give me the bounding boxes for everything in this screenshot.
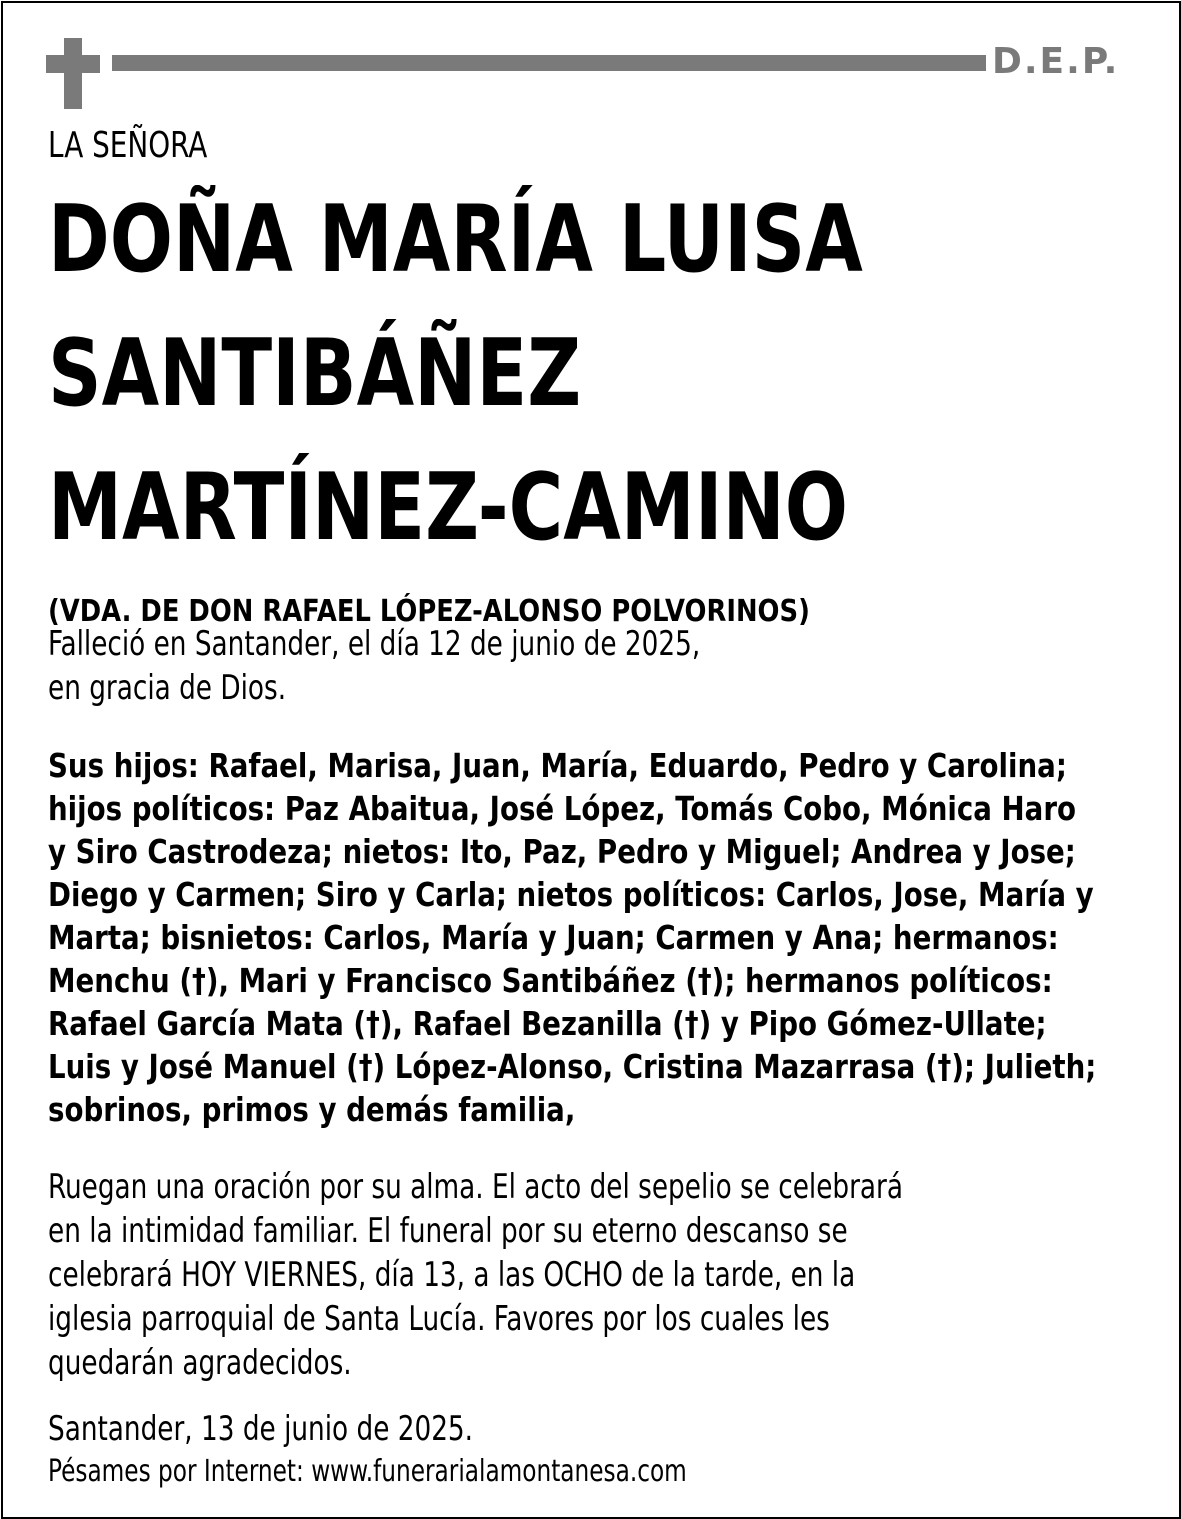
family-line: Luis y José Manuel (†) López-Alonso, Cristina Mazarrasa (†); Julieth;	[48, 1047, 1097, 1086]
request-line: celebrará HOY VIERNES, día 13, a las OCHO de la tarde, en la	[48, 1255, 856, 1295]
deceased-name-line-1: DOÑA MARÍA LUISA	[48, 185, 863, 293]
family-line: hijos políticos: Paz Abaitua, José López, Tomás Cobo, Mónica Haro	[48, 789, 1076, 828]
death-line: en gracia de Dios.	[48, 668, 287, 708]
family-line: Sus hijos: Rafael, Marisa, Juan, María, Eduardo, Pedro y Carolina;	[48, 746, 1067, 785]
title-label: LA SEÑORA	[48, 125, 208, 166]
dep-label: D.E.P.	[992, 41, 1120, 82]
family-line: y Siro Castrodeza; nietos: Ito, Paz, Pedro y Miguel; Andrea y Jose;	[48, 832, 1076, 871]
deceased-name-line-3: MARTÍNEZ-CAMINO	[48, 453, 849, 561]
widow-line: (VDA. DE DON RAFAEL LÓPEZ-ALONSO POLVORINOS)	[48, 594, 810, 629]
request-line: quedarán agradecidos.	[48, 1343, 352, 1383]
request-line: en la intimidad familiar. El funeral por su eterno descanso se	[48, 1211, 848, 1251]
family-line: Menchu (†), Mari y Francisco Santibáñez (†); hermanos políticos:	[48, 961, 1053, 1000]
family-line: sobrinos, primos y demás familia,	[48, 1090, 576, 1129]
header-rule	[112, 55, 986, 71]
death-line: Falleció en Santander, el día 12 de junio de 2025,	[48, 624, 701, 664]
family-line: Marta; bisnietos: Carlos, María y Juan; Carmen y Ana; hermanos:	[48, 918, 1059, 957]
family-paragraph	[48, 744, 1096, 1131]
deceased-name-line-2: SANTIBÁÑEZ	[48, 319, 582, 427]
place-date: Santander, 13 de junio de 2025.	[48, 1409, 474, 1449]
cross-icon	[64, 38, 82, 109]
request-paragraph	[48, 1165, 903, 1385]
family-line: Diego y Carmen; Siro y Carla; nietos políticos: Carlos, Jose, María y	[48, 875, 1094, 914]
death-paragraph	[48, 622, 700, 710]
request-line: Ruegan una oración por su alma. El acto del sepelio se celebrará	[48, 1167, 903, 1207]
condolences-url[interactable]: Pésames por Internet: www.funerarialamontanesa.com	[48, 1454, 687, 1489]
cross-icon-arm	[46, 55, 100, 73]
family-line: Rafael García Mata (†), Rafael Bezanilla (†) y Pipo Gómez-Ullate;	[48, 1004, 1047, 1043]
request-line: iglesia parroquial de Santa Lucía. Favores por los cuales les	[48, 1299, 830, 1339]
